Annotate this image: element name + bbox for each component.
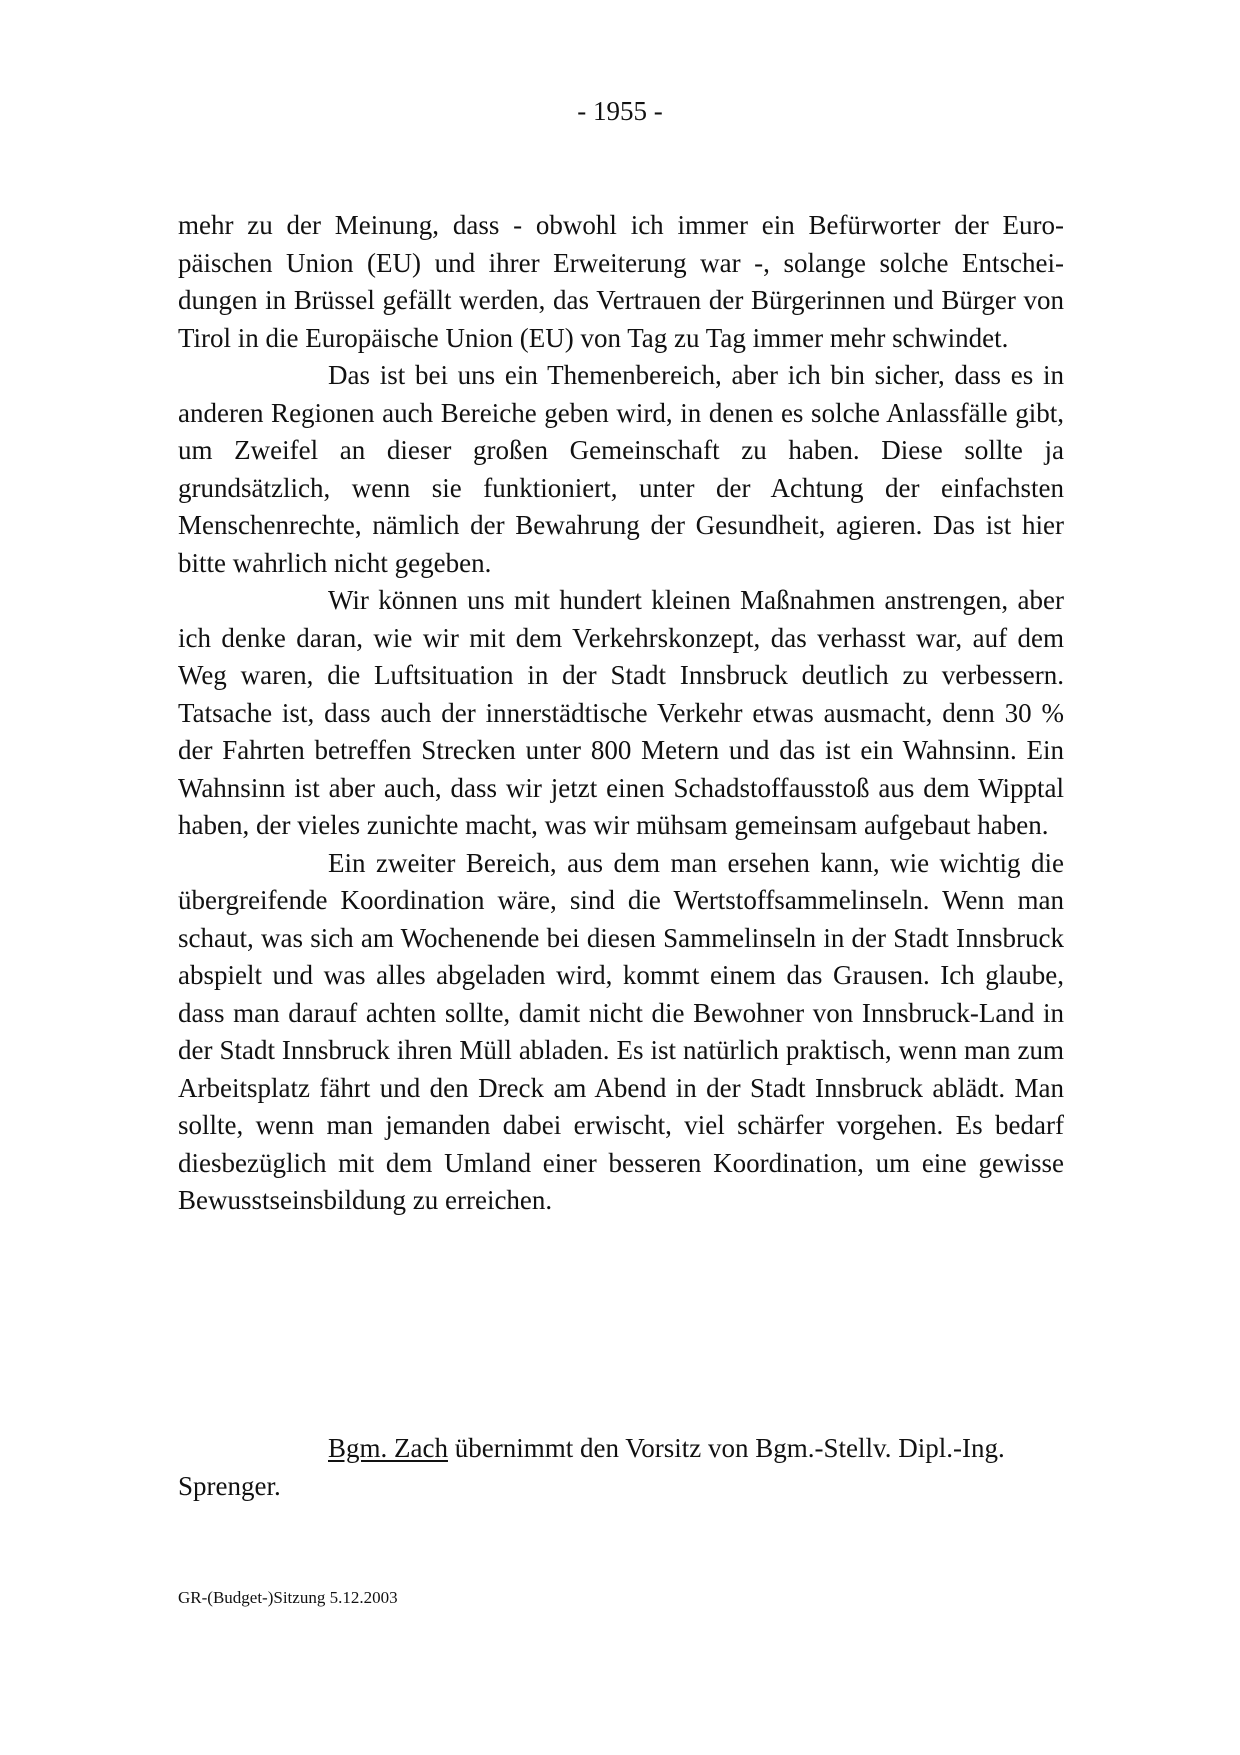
paragraph-verkehr: Wir können uns mit hundert kleinen Maßnahmen anstrengen, aber ich denke daran, wie wir mit dem Verkehrskonzept, das verhasst war, auf dem Weg waren, die Luftsituation in der Stadt Innsbruck deutlich zu verbessern. Tatsache ist, dass auch der innerstädtische Verkehr etwas ausmacht, denn 30 % der Fahrten betreffen Strecken unter 800 Metern und das ist ein Wahnsinn. Ein Wahnsinn ist aber auch, dass wir jetzt einen Schadstoffausstoß aus dem Wipptal haben, der vieles zunichte macht, was wir mühsam gemeinsam aufgebaut haben.	[178, 585, 1064, 840]
chair-change-text: übernimmt den Vorsitz von Bgm.-Stellv. Dipl.-Ing. Sprenger.	[178, 1433, 1005, 1501]
paragraph-wertstoffsammelinseln: Ein zweiter Bereich, aus dem man ersehen kann, wie wichtig die übergreifende Koordination wäre, sind die Wertstoffsammelinseln. Wenn man schaut, was sich am Wochenende bei diesen Sammelinseln in der Stadt Innsbruck abspielt und was alles abgeladen wird, kommt einem das Grausen. Ich glaube, dass man darauf achten sollte, damit nicht die Bewohner von Innsbruck-Land in der Stadt Innsbruck ihren Müll abladen. Es ist natürlich praktisch, wenn man zum Arbeitsplatz fährt und den Dreck am Abend in der Stadt Innsbruck ablädt. Man sollte, wenn man jemanden dabei erwischt, viel schärfer vorgehen. Es bedarf diesbezüglich mit dem Umland einer besseren Koordination, um eine gewisse Bewusstseinsbildung zu erreichen.	[178, 847, 1064, 1215]
paragraph-continuation: mehr zu der Meinung, dass - obwohl ich immer ein Befürworter der Europäischen Union (EU) und ihrer Erweiterung war -, solange solche Entscheidungen in Brüssel gefällt werden, das Vertrauen der Bürgerinnen und Bürger von Tirol in die Europäische Union (EU) von Tag zu Tag immer mehr schwindet.	[178, 210, 1064, 353]
footer-session-label: GR-(Budget-)Sitzung 5.12.2003	[178, 1588, 398, 1607]
speaker-name: Bgm. Zach	[328, 1433, 448, 1463]
paragraph-themenbereich: Das ist bei uns ein Themenbereich, aber ich bin sicher, dass es in anderen Regionen auch Bereiche geben wird, in denen es solche Anlassfälle gibt, um Zweifel an dieser großen Gemeinschaft zu haben. Diese sollte ja grundsätzlich, wenn sie funktioniert, unter der Achtung der einfachsten Menschenrechte, nämlich der Bewahrung der Gesundheit, agieren. Das ist hier bitte wahrlich nicht gegeben.	[178, 360, 1064, 578]
chair-change-line	[178, 1430, 1064, 1505]
page-number: - 1955 -	[577, 96, 663, 126]
body-text	[178, 207, 1064, 1220]
chair-change-note	[178, 1430, 1064, 1505]
